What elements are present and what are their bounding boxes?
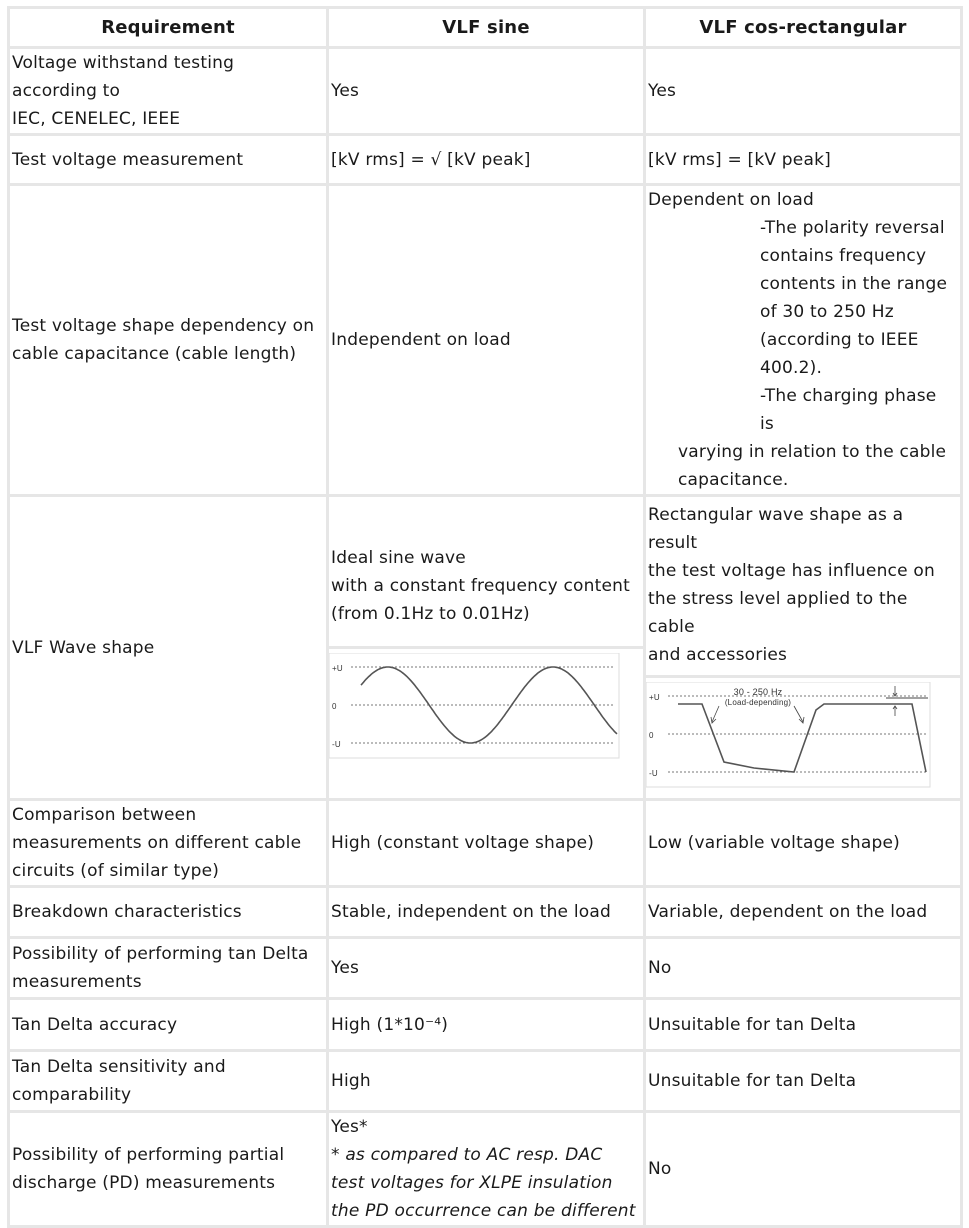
requirement-cell: Breakdown characteristics	[9, 887, 328, 938]
footnote-line: test voltages for XLPE insulation	[331, 1173, 613, 1193]
table-row	[9, 185, 962, 496]
sine-cell: Yes	[328, 48, 645, 135]
requirement-cell: Test voltage measurement	[9, 135, 328, 185]
table-row	[9, 1112, 962, 1227]
rect-cell: [kV rms] = [kV peak]	[645, 135, 962, 185]
table-row	[9, 938, 962, 999]
zero-label: 0	[649, 731, 654, 740]
comparison-table	[7, 6, 963, 1228]
requirement-cell: Possibility of performing tan Delta measurements	[9, 938, 328, 999]
header-vlf-sine: VLF sine	[328, 8, 645, 48]
rect-cell: Yes	[645, 48, 962, 135]
sine-cell: High	[328, 1051, 645, 1112]
header-vlf-cos-rectangular: VLF cos-rectangular	[645, 8, 962, 48]
rect-cell: Unsuitable for tan Delta	[645, 999, 962, 1051]
rect-cell: Dependent on load -The polarity reversal contains frequency contents in the range of 30 to 250 Hz (according to IEEE 400.2). -The charging phase is varying in relation to the cable capacitance.	[645, 185, 962, 496]
minus-u-label: -U	[649, 769, 658, 778]
requirement-cell: Voltage withstand testing according to IEC, CENELEC, IEEE	[9, 48, 328, 135]
rect-wave-plot	[646, 675, 960, 798]
requirement-cell: Tan Delta sensitivity and comparability	[9, 1051, 328, 1112]
plus-u-label: +U	[649, 693, 660, 702]
rect-cell: Variable, dependent on the load	[645, 887, 962, 938]
table-row	[9, 800, 962, 887]
plus-u-label: +U	[332, 664, 343, 673]
minus-u-label: -U	[332, 740, 341, 749]
rect-cell: Unsuitable for tan Delta	[645, 1051, 962, 1112]
rect-cell: Low (variable voltage shape)	[645, 800, 962, 887]
footnote-line: * as compared to AC resp. DAC	[331, 1145, 603, 1165]
requirement-cell: Possibility of performing partial discharge (PD) measurements	[9, 1112, 328, 1227]
sine-cell: Independent on load	[328, 185, 645, 496]
header-row	[9, 8, 962, 48]
frequency-label: 30 - 250 Hz	[733, 687, 783, 697]
table-row	[9, 135, 962, 185]
table-row	[9, 48, 962, 135]
requirement-cell: VLF Wave shape	[9, 496, 328, 800]
sine-cell: Yes	[328, 938, 645, 999]
sine-cell: Yes* * as compared to AC resp. DAC test voltages for XLPE insulation the PD occurrence can be different	[328, 1112, 645, 1227]
footnote-line: the PD occurrence can be different	[331, 1201, 636, 1221]
table-row	[9, 887, 962, 938]
sine-cell: High (constant voltage shape)	[328, 800, 645, 887]
header-requirement: Requirement	[9, 8, 328, 48]
requirement-cell: Comparison between measurements on different cable circuits (of similar type)	[9, 800, 328, 887]
table-row	[9, 999, 962, 1051]
sine-cell: [kV rms] = √ [kV peak]	[328, 135, 645, 185]
sine-cell: High (1*10⁻⁴)	[328, 999, 645, 1051]
sine-cell: Stable, independent on the load	[328, 887, 645, 938]
sine-cell: Ideal sine wave with a constant frequency content (from 0.1Hz to 0.01Hz) +U 0 -U	[328, 496, 645, 800]
rect-wave-graphic	[646, 682, 958, 792]
rect-cell: No	[645, 1112, 962, 1227]
frequency-note-label: (Load-depending)	[724, 698, 792, 707]
requirement-cell: Test voltage shape dependency on cable capacitance (cable length)	[9, 185, 328, 496]
rect-cell: Rectangular wave shape as a result the test voltage has influence on the stress level applied to the cable and accessories +U 0 -U 30 - 250 Hz (Load-depending)	[645, 496, 962, 800]
rect-cell: No	[645, 938, 962, 999]
requirement-cell: Tan Delta accuracy	[9, 999, 328, 1051]
table-row	[9, 1051, 962, 1112]
zero-label: 0	[332, 702, 337, 711]
table-row	[9, 496, 962, 800]
sine-wave-plot	[329, 646, 643, 769]
sine-wave-graphic	[329, 653, 641, 763]
